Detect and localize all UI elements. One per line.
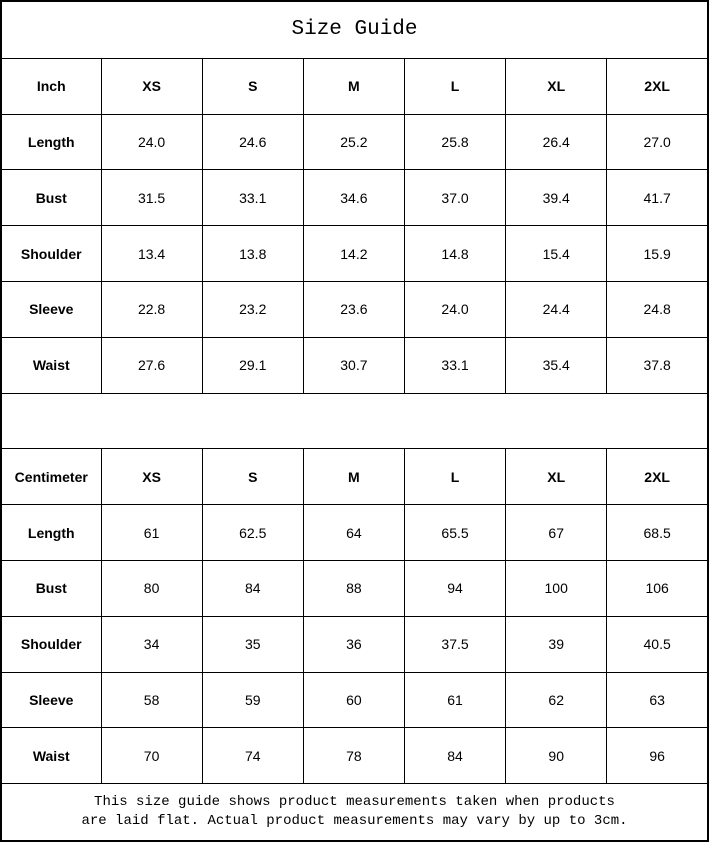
measurement-cell: 37.5 (404, 616, 505, 672)
measurement-cell: 65.5 (404, 505, 505, 561)
size-header-xl: XL (506, 58, 607, 114)
row-label: Sleeve (1, 672, 101, 728)
measurement-cell: 15.9 (607, 226, 708, 282)
size-header-l: L (404, 449, 505, 505)
page-title: Size Guide (1, 1, 708, 58)
inch-header-row (1, 58, 708, 114)
measurement-cell: 96 (607, 728, 708, 784)
measurement-cell: 13.4 (101, 226, 202, 282)
size-header-s: S (202, 58, 303, 114)
cm-length-row (1, 505, 708, 561)
measurement-cell: 14.2 (303, 226, 404, 282)
footer-note-line-2: are laid flat. Actual product measurements may vary by up to 3cm. (81, 813, 628, 830)
measurement-cell: 39 (506, 616, 607, 672)
measurement-cell: 29.1 (202, 337, 303, 393)
measurement-cell: 33.1 (202, 170, 303, 226)
measurement-cell: 30.7 (303, 337, 404, 393)
measurement-cell: 15.4 (506, 226, 607, 282)
measurement-cell: 62.5 (202, 505, 303, 561)
cm-header-row (1, 449, 708, 505)
measurement-cell: 106 (607, 560, 708, 616)
measurement-cell: 61 (101, 505, 202, 561)
size-header-2xl: 2XL (607, 449, 708, 505)
footer-note-line-1: This size guide shows product measurements taken when products (94, 794, 615, 811)
measurement-cell: 37.8 (607, 337, 708, 393)
measurement-cell: 24.0 (404, 282, 505, 338)
inch-waist-row (1, 337, 708, 393)
measurement-cell: 40.5 (607, 616, 708, 672)
measurement-cell: 74 (202, 728, 303, 784)
inch-unit-header: Inch (1, 58, 101, 114)
measurement-cell: 24.6 (202, 114, 303, 170)
measurement-cell: 24.4 (506, 282, 607, 338)
measurement-cell: 41.7 (607, 170, 708, 226)
cm-bust-row (1, 560, 708, 616)
measurement-cell: 58 (101, 672, 202, 728)
measurement-cell: 37.0 (404, 170, 505, 226)
title-row (1, 1, 708, 58)
measurement-cell: 68.5 (607, 505, 708, 561)
row-label: Sleeve (1, 282, 101, 338)
row-label: Waist (1, 337, 101, 393)
measurement-cell: 59 (202, 672, 303, 728)
measurement-cell: 27.0 (607, 114, 708, 170)
row-label: Shoulder (1, 616, 101, 672)
footer-row (1, 784, 708, 841)
measurement-cell: 62 (506, 672, 607, 728)
measurement-cell: 35.4 (506, 337, 607, 393)
measurement-cell: 36 (303, 616, 404, 672)
inch-bust-row (1, 170, 708, 226)
size-header-xl: XL (506, 449, 607, 505)
row-label: Bust (1, 560, 101, 616)
measurement-cell: 34 (101, 616, 202, 672)
measurement-cell: 100 (506, 560, 607, 616)
size-header-m: M (303, 449, 404, 505)
measurement-cell: 35 (202, 616, 303, 672)
inch-length-row (1, 114, 708, 170)
inch-sleeve-row (1, 282, 708, 338)
measurement-cell: 26.4 (506, 114, 607, 170)
measurement-cell: 88 (303, 560, 404, 616)
cm-unit-header: Centimeter (1, 449, 101, 505)
measurement-cell: 60 (303, 672, 404, 728)
footer-note (1, 784, 708, 841)
size-header-xs: XS (101, 58, 202, 114)
cm-shoulder-row (1, 616, 708, 672)
measurement-cell: 24.8 (607, 282, 708, 338)
size-header-l: L (404, 58, 505, 114)
measurement-cell: 34.6 (303, 170, 404, 226)
spacer-cell (1, 393, 708, 449)
measurement-cell: 25.2 (303, 114, 404, 170)
measurement-cell: 84 (404, 728, 505, 784)
measurement-cell: 13.8 (202, 226, 303, 282)
measurement-cell: 23.2 (202, 282, 303, 338)
measurement-cell: 27.6 (101, 337, 202, 393)
measurement-cell: 25.8 (404, 114, 505, 170)
measurement-cell: 84 (202, 560, 303, 616)
measurement-cell: 67 (506, 505, 607, 561)
inch-shoulder-row (1, 226, 708, 282)
measurement-cell: 63 (607, 672, 708, 728)
row-label: Length (1, 505, 101, 561)
cm-sleeve-row (1, 672, 708, 728)
measurement-cell: 24.0 (101, 114, 202, 170)
measurement-cell: 39.4 (506, 170, 607, 226)
measurement-cell: 80 (101, 560, 202, 616)
measurement-cell: 64 (303, 505, 404, 561)
measurement-cell: 94 (404, 560, 505, 616)
size-header-s: S (202, 449, 303, 505)
measurement-cell: 90 (506, 728, 607, 784)
row-label: Waist (1, 728, 101, 784)
measurement-cell: 70 (101, 728, 202, 784)
size-header-2xl: 2XL (607, 58, 708, 114)
measurement-cell: 33.1 (404, 337, 505, 393)
spacer-row (1, 393, 708, 449)
size-header-m: M (303, 58, 404, 114)
measurement-cell: 31.5 (101, 170, 202, 226)
measurement-cell: 14.8 (404, 226, 505, 282)
row-label: Shoulder (1, 226, 101, 282)
measurement-cell: 78 (303, 728, 404, 784)
size-header-xs: XS (101, 449, 202, 505)
measurement-cell: 61 (404, 672, 505, 728)
measurement-cell: 23.6 (303, 282, 404, 338)
measurement-cell: 22.8 (101, 282, 202, 338)
cm-waist-row (1, 728, 708, 784)
row-label: Length (1, 114, 101, 170)
row-label: Bust (1, 170, 101, 226)
